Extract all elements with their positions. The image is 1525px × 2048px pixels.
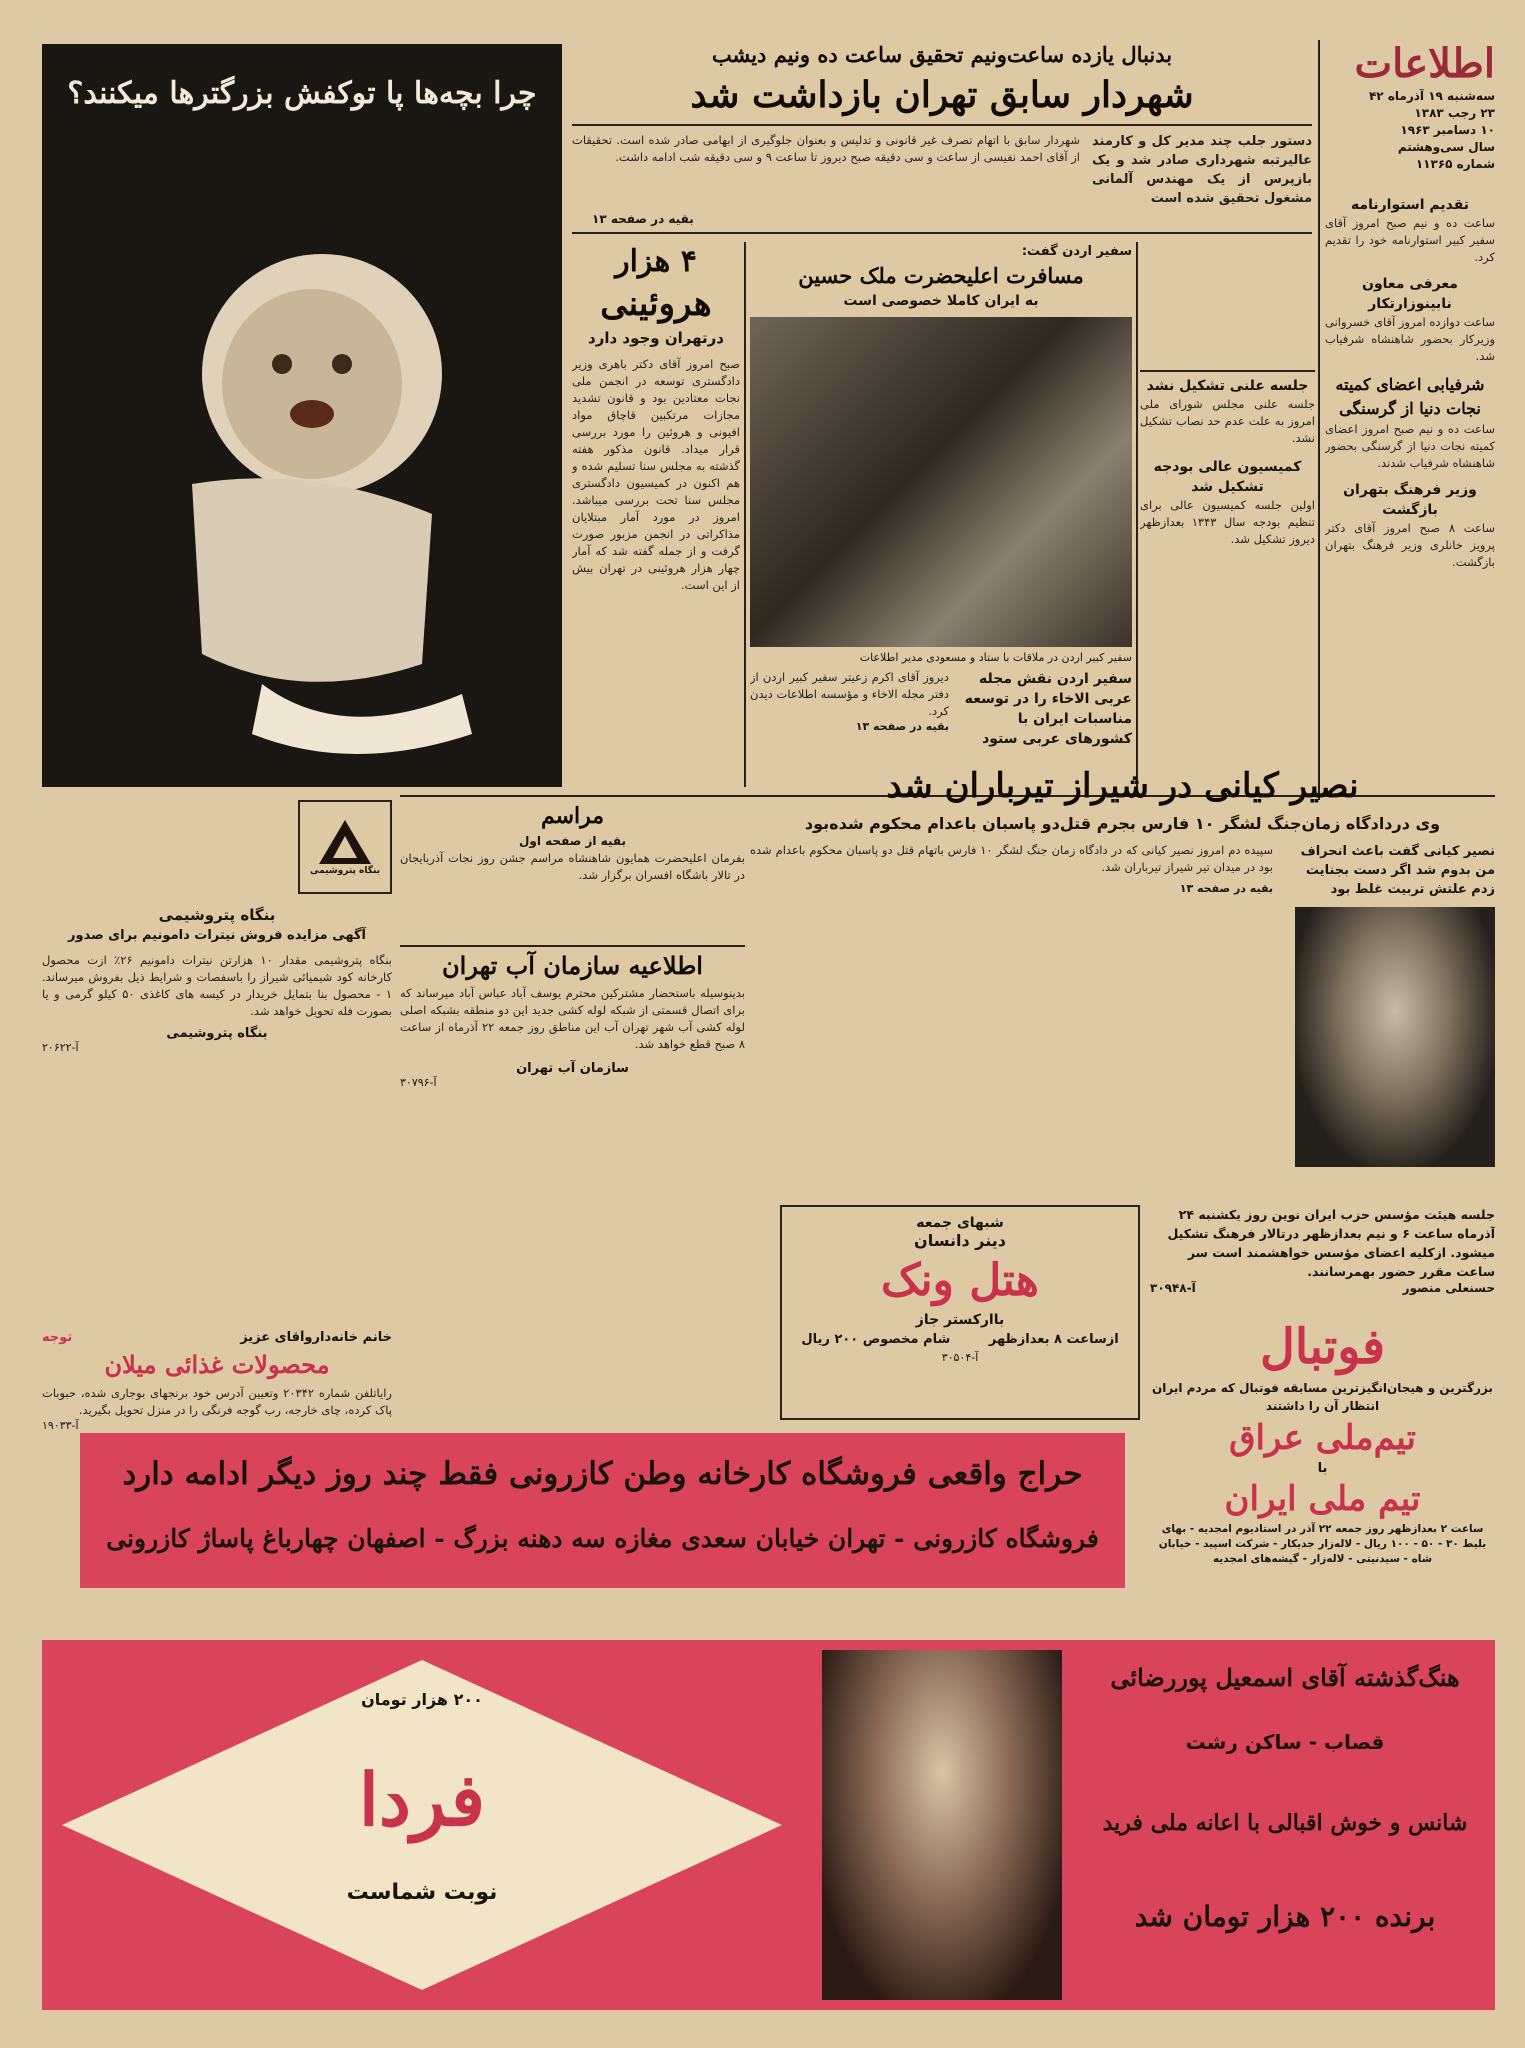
heroin-body: صبح امروز آقای دکتر باهری وزیر دادگستری توسعه در انجمن ملی نجات معتادین بود و قانون تشدید مجازات مرتکبین قاچاق مواد افیونی و هروئین را مورد بررسی قرار میداد. قانون مذکور هفته گذشته به مجلس سنا تسلیم شده و هم اکنون در کمیسیون دادگستری مجلس سنا تحت بررسی میباشد. امروز در مورد آمار مبتلایان مذاکراتی در انجمن مزبور صورت گرفت و از جمله گفته شد که آمار چهار هزار هروئینی در تهران بیش از این است. [572,357,740,592]
milan-title: محصولات غذائی میلان [104,1350,330,1379]
right-head2: معرفی معاون نابینوزارتکار [1362,276,1458,312]
water-notice [400,945,745,1365]
farda-title: فردا [358,1757,486,1842]
kiani-continued: بقیه در صفحه ۱۳ [1179,882,1273,895]
football-desc: بزرگترین و هیجان‌انگیزترین مسابقه فوتبال که مردم ایران انتظار آن را داشتند [1152,1381,1493,1413]
petro-sign: بنگاه پتروشیمی [166,1026,268,1041]
king-kicker: سفیر اردن گفت: [1021,244,1132,259]
mid-head1: جلسه علنی تشکیل نشد [1140,370,1315,396]
water-title: اطلاعیه سازمان آب تهران [442,951,703,980]
baby-illustration [42,44,562,787]
hotel-band: باارکستر جاز [915,1312,1005,1328]
petro-logo-icon [317,818,373,866]
kiani-bullet: نصیر کیانی گفت باعث انحراف من بدوم شد اگر دست بجنایت زدم علتش تربیت غلط بود [1300,844,1495,897]
petro-title: بنگاه پتروشیمی [158,906,276,924]
heroin-story [572,242,740,787]
hotel-line1: شبهای جمعه [916,1215,1004,1231]
right-body2: ساعت دوازده امروز آقای خسروانی وزیرکار بحضور شاهنشاه شرفیاب شد. [1325,315,1495,363]
heroin-headline-top: ۴ هزار [615,244,697,279]
petrochemical-ad [42,800,392,1320]
hotel-time: ازساعت ۸ بعدازظهر [988,1332,1119,1347]
petro-logo-text: بنگاه پتروشیمی [309,866,381,876]
petro-logo [298,800,392,894]
marasem-subhead: بقیه از صفحه اول [518,834,626,848]
water-sign: سازمان آب تهران [516,1061,629,1076]
party-notice [1150,1205,1495,1310]
mid-body2: اولین جلسه کمیسیون عالی برای تنظیم بودجه سال ۱۳۴۳ بعدازظهر دیروز تشکیل شد. [1140,498,1315,546]
petro-code: آ-۲۰۶۲۲ [42,1041,79,1054]
milan-top: خانم خانه‌داروآقای عزیز [240,1330,392,1345]
baby-shoe-ad [42,44,562,787]
football-ad [1150,1315,1495,1605]
right-body1: ساعت ده و نیم صبح امروز آقای سفیر کبیر استوارنامه خود را تقدیم کرد. [1325,216,1495,264]
king-divider [1136,242,1138,787]
water-code: آ-۳۰۷۹۶ [400,1076,437,1089]
king-bullet: سفیر اردن نقش مجله عربی الاخاء را در توسعه مناسبات ایران با کشورهای عربی ستود [964,671,1132,747]
lead-story [572,40,1312,230]
right-body3: ساعت ده و نیم صبح امروز اعضای کمیته نجات دنیا از گرسنگی بحضور شاهنشاه شرفیاب شدند. [1325,422,1495,470]
kazeruni-line2: فروشگاه کازرونی - تهران خیابان سعدی مغازه سه دهنه بزرگ - اصفهان چهارباغ پاساژ کازرونی [106,1524,1099,1553]
football-vs: با [1317,1461,1328,1476]
kiani-story [750,760,1495,1200]
kazeruni-banner [80,1433,1125,1588]
masthead [1325,40,1495,190]
hotel-price: شام مخصوص ۲۰۰ ریال [801,1332,951,1347]
party-sign: حسنعلی منصور [1402,1281,1495,1295]
football-title: فوتبال [1259,1319,1386,1375]
right-head1: تقدیم استوارنامه [1350,197,1470,213]
kiani-photo [1295,907,1495,1167]
lead-headline: شهردار سابق تهران بازداشت شد [690,74,1194,116]
hotel-vanak-ad [780,1205,1140,1420]
lead-body: شهردار سابق با اتهام تصرف غیر قانونی و تدلیس و بعنوان جلوگیری از ابهامی صادر شده است. تحقیقات از آقای احمد نفیسی از ساعت و سی دقیقه صبح دیروز تا ساعت ۹ و سی دقیقه شب ادامه داشت. [572,133,1080,164]
party-code: آ-۳۰۹۴۸ [1150,1281,1196,1295]
mid-body1: جلسه علنی مجلس شورای ملی امروز به علت عدم حد نصاب تشکیل نشد. [1140,397,1315,445]
baby-ad-headline: چرا بچه‌ها پا توکفش بزرگترها میکنند؟ [67,76,537,111]
king-story [750,242,1132,787]
farda-turn: نوبت شماست [346,1880,498,1905]
mid-head2: کمیسیون عالی بودجه تشکیل شد [1153,459,1302,495]
lead-rule [572,124,1312,126]
mid-column [1140,240,1315,788]
lead-bottom-rule [572,232,1312,234]
petro-subtitle: آگهی مزایده فروش نیترات دامونیم برای صدور [68,928,366,943]
lead-continued: بقیه در صفحه ۱۳ [592,212,694,226]
king-body: دیروز آقای اکرم زعیتر سفیر کبیر اردن از دفتر مجله الاخاء و مؤسسه اطلاعات دیدن کرد. [750,670,949,718]
masthead-title: اطلاعات [1354,40,1495,87]
heroin-divider [744,242,746,787]
football-team1: تیم‌ملی عراق [1229,1418,1416,1458]
masthead-year: سال سی‌وهشتم [1397,140,1495,154]
water-body: بدینوسیله باستحضار مشترکین محترم یوسف آباد عباس آباد میرساند که برای اتصال قسمتی از شبکه لوله کشی جدید این دو منطقه بشبکه اصلی لوله کشی آب شهر تهران آب این مناطق روز جمعه ۲۲ آذرماه از ساعت ۸ صبح قطع خواهد شد. [400,986,745,1051]
kiani-subhead: وی دردادگاه زمان‌جنگ لشگر ۱۰ فارس بجرم قتل‌دو پاسبان باعدام محکوم شده‌بود [804,814,1441,833]
right-column [1325,195,1495,790]
right-head4: وزیر فرهنگ بتهران بازگشت [1343,482,1477,518]
king-headline: مسافرت اعلیحضرت ملک حسین [798,263,1084,288]
farda-amount: ۲۰۰ هزار تومان [361,1690,483,1709]
marasem-story [400,800,745,940]
party-body: جلسه هیئت مؤسس حزب ایران نوین روز یکشنبه ۲۴ آذرماه ساعت ۶ و نیم بعدازظهر درتالار فرهنگ تشکیل میشود. ازکلیه اعضای مؤسس خواهشمند است سر ساعت مقرر حضور بهمرسانند. [1167,1207,1495,1279]
right-head3: شرفیابی اعضای کمیته نجات دنیا از گرسنگی [1335,375,1485,418]
king-photo [750,317,1132,647]
kiani-headline: نصیر کیانی در شیراز تیرباران شد [886,766,1359,806]
masthead-issue: شماره ۱۱۳۶۵ [1415,157,1495,171]
marasem-body: بفرمان اعلیحضرت همایون شاهنشاه مراسم جشن روز نجات آذربایجان در تالار باشگاه افسران برگزار شد. [400,851,745,882]
king-subhead: به ایران کاملا خصوصی است [843,293,1039,309]
football-team2: تیم ملی ایران [1224,1479,1421,1519]
football-details: ساعت ۲ بعدازظهر روز جمعه ۲۲ آذر در استادیوم امجدیه - بهای بلیط ۳۰ - ۵۰ - ۱۰۰ ریال - لاله‌زار جدیکار - شرکت اسپید - خیابان شاه - سیدنیتی - لاله‌زار - گیشه‌های امجدیه [1158,1523,1487,1565]
farda-winner-intro: هنگ‌گذشته آقای اسمعیل پوررضائی [1110,1663,1460,1692]
winner-photo [822,1650,1062,2000]
lead-bullet: دستور جلب چند مدیر کل و کارمند عالیرتبه شهرداری صادر شد و یک بازپرس از یک مهندس آلمانی مشغول تحقیق شده است [1092,134,1312,206]
milan-body: رایاتلفن شماره ۲۰۳۴۲ وتعیین آدرس خود برنجهای بوجاری شده، حبوبات پاک کرده، چای خارجه، رب گوجه فرنگی را در منزل تحویل بگیرید. [42,1386,392,1417]
hotel-name: هتل ونک [881,1255,1039,1306]
masthead-date-line3: ۱۰ دسامبر ۱۹۶۳ [1400,123,1495,137]
masthead-date-line2: ۲۳ رجب ۱۳۸۳ [1414,106,1495,120]
masthead-divider [1318,40,1320,800]
milan-code: آ-۱۹۰۳۳ [42,1419,79,1432]
farda-winner-line: شانس و خوش اقبالی با اعانه ملی فرید [1102,1810,1468,1836]
kiani-body: سپیده دم امروز نصیر کیانی که در دادگاه زمان جنگ لشگر ۱۰ فارس باتهام قتل دو پاسبان محکوم باعدام شده بود در میدان تیر شیراز تیرباران شد. [750,843,1273,874]
king-continued: بقیه در صفحه ۱۳ [855,720,949,733]
milan-note: توجه [42,1330,73,1345]
farda-winner-result: برنده ۲۰۰ هزار تومان شد [1134,1900,1436,1933]
lottery-ad [42,1640,1495,2010]
right-body4: ساعت ۸ صبح امروز آقای دکتر پرویز خانلری وزیر فرهنگ بتهران بازگشت. [1325,521,1495,569]
king-caption: سفیر کبیر اردن در ملاقات با ستاد و مسعودی مدیر اطلاعات [859,651,1132,664]
hotel-code: آ-۳۰۵۰۴ [941,1351,979,1364]
kazeruni-line1: حراج واقعی فروشگاه کارخانه وطن کازرونی فقط چند روز دیگر ادامه دارد [122,1456,1083,1492]
water-top-rule [400,945,745,947]
heroin-headline-main: هروئینی [600,284,712,324]
marasem-headline: مراسم [540,803,605,829]
masthead-date-line1: سه‌شنبه ۱۹ آذرماه ۴۲ [1368,89,1495,103]
hotel-line2: دینر دانسان [914,1231,1006,1250]
petro-body: بنگاه پتروشیمی مقدار ۱۰ هزارتن نیترات دامونیم ۲۶٪ ازت محصول کارخانه کود شیمیائی شیراز را باسفصات و شرایط ذیل بفروش میرساند. ۱ - محصول بنا بتمایل خریدار در کیسه های کاغذی ۵۰ کیلو گرمی و یا بصورت فله تحویل خواهد شد. [42,953,392,1018]
heroin-subhead: درتهران وجود دارد [588,329,724,347]
mid-filler [1140,240,1315,370]
lead-kicker: بدنبال یازده ساعت‌ونیم تحقیق ساعت ده ونیم دیشب [711,42,1173,67]
farda-winner-job: قصاب - ساکن رشت [1185,1730,1385,1754]
